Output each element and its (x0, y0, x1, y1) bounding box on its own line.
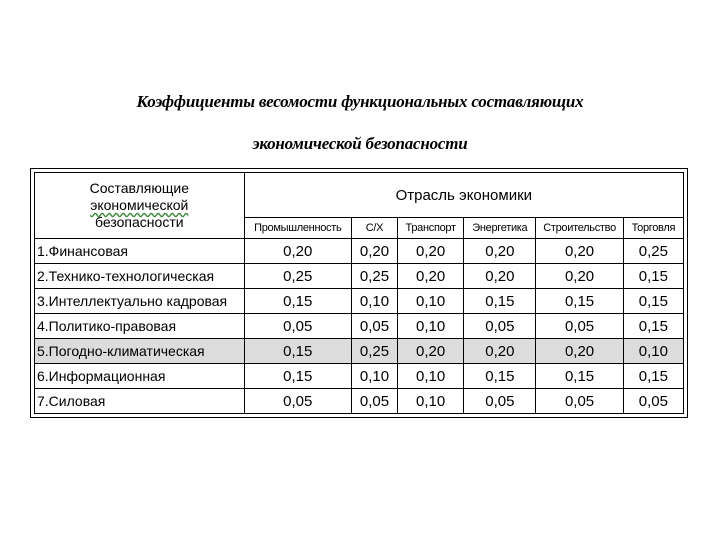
coefficient-cell: 0,20 (464, 264, 536, 289)
coefficient-cell: 0,05 (623, 389, 683, 414)
coefficient-cell: 0,10 (398, 389, 464, 414)
coefficient-cell: 0,15 (623, 314, 683, 339)
coefficient-cell: 0,15 (244, 289, 351, 314)
coefficient-cell: 0,20 (398, 264, 464, 289)
coefficient-cell: 0,20 (244, 239, 351, 264)
table-row (35, 314, 684, 339)
column-header-transport: Транспорт (398, 218, 464, 239)
document-title-line-1: Коэффициенты весомости функциональных составляющих (136, 92, 584, 111)
coefficient-cell: 0,20 (398, 239, 464, 264)
component-name-cell: 6.Информационная (35, 364, 245, 389)
coefficient-cell: 0,10 (398, 364, 464, 389)
coefficient-cell: 0,15 (623, 264, 683, 289)
column-header-trade: Торговля (623, 218, 683, 239)
coefficient-cell: 0,15 (244, 364, 351, 389)
coefficient-cell: 0,20 (536, 339, 623, 364)
coefficient-cell: 0,25 (623, 239, 683, 264)
coefficient-cell: 0,15 (536, 364, 623, 389)
coefficient-cell: 0,10 (351, 289, 397, 314)
coefficient-cell: 0,15 (464, 364, 536, 389)
coefficient-cell: 0,05 (244, 389, 351, 414)
component-name-cell: 4.Политико-правовая (35, 314, 245, 339)
coefficients-table (34, 172, 684, 414)
components-header (35, 173, 245, 239)
table-row (35, 289, 684, 314)
coefficient-cell: 0,15 (244, 339, 351, 364)
component-name-cell: 2.Технико-технологическая (35, 264, 245, 289)
coefficient-cell: 0,25 (244, 264, 351, 289)
components-header-line-3: безопасности (95, 214, 184, 230)
coefficients-table-frame (30, 168, 688, 418)
component-name-cell: 5.Погодно-климатическая (35, 339, 245, 364)
coefficient-cell: 0,15 (464, 289, 536, 314)
table-row (35, 264, 684, 289)
column-header-energy: Энергетика (464, 218, 536, 239)
coefficient-cell: 0,25 (351, 339, 397, 364)
coefficient-cell: 0,20 (536, 239, 623, 264)
column-header-construction: Строительство (536, 218, 623, 239)
coefficient-cell: 0,05 (464, 389, 536, 414)
table-row (35, 364, 684, 389)
economy-sector-header: Отрасль экономики (244, 173, 683, 218)
components-header-line-2: экономической (90, 197, 189, 213)
coefficient-cell: 0,05 (351, 314, 397, 339)
coefficient-cell: 0,15 (623, 289, 683, 314)
coefficient-cell: 0,20 (398, 339, 464, 364)
components-header-line-1: Составляющие (89, 180, 190, 196)
coefficient-cell: 0,25 (351, 264, 397, 289)
table-header-row (35, 173, 684, 218)
column-header-agriculture: С/Х (351, 218, 397, 239)
component-name-cell: 3.Интеллектуально кадровая (35, 289, 245, 314)
table-row (35, 339, 684, 364)
document-title-line-2: экономической безопасности (252, 134, 468, 153)
coefficient-cell: 0,20 (464, 239, 536, 264)
table-row (35, 239, 684, 264)
coefficient-cell: 0,05 (351, 389, 397, 414)
coefficient-cell: 0,15 (623, 364, 683, 389)
column-header-industry: Промышленность (244, 218, 351, 239)
coefficient-cell: 0,10 (623, 339, 683, 364)
coefficient-cell: 0,20 (464, 339, 536, 364)
table-row (35, 389, 684, 414)
coefficient-cell: 0,15 (536, 289, 623, 314)
component-name-cell: 7.Силовая (35, 389, 245, 414)
coefficient-cell: 0,20 (351, 239, 397, 264)
coefficient-cell: 0,05 (464, 314, 536, 339)
coefficient-cell: 0,05 (536, 314, 623, 339)
coefficient-cell: 0,20 (536, 264, 623, 289)
coefficient-cell: 0,05 (244, 314, 351, 339)
component-name-cell: 1.Финансовая (35, 239, 245, 264)
coefficient-cell: 0,10 (398, 314, 464, 339)
coefficient-cell: 0,10 (351, 364, 397, 389)
coefficient-cell: 0,05 (536, 389, 623, 414)
coefficient-cell: 0,10 (398, 289, 464, 314)
